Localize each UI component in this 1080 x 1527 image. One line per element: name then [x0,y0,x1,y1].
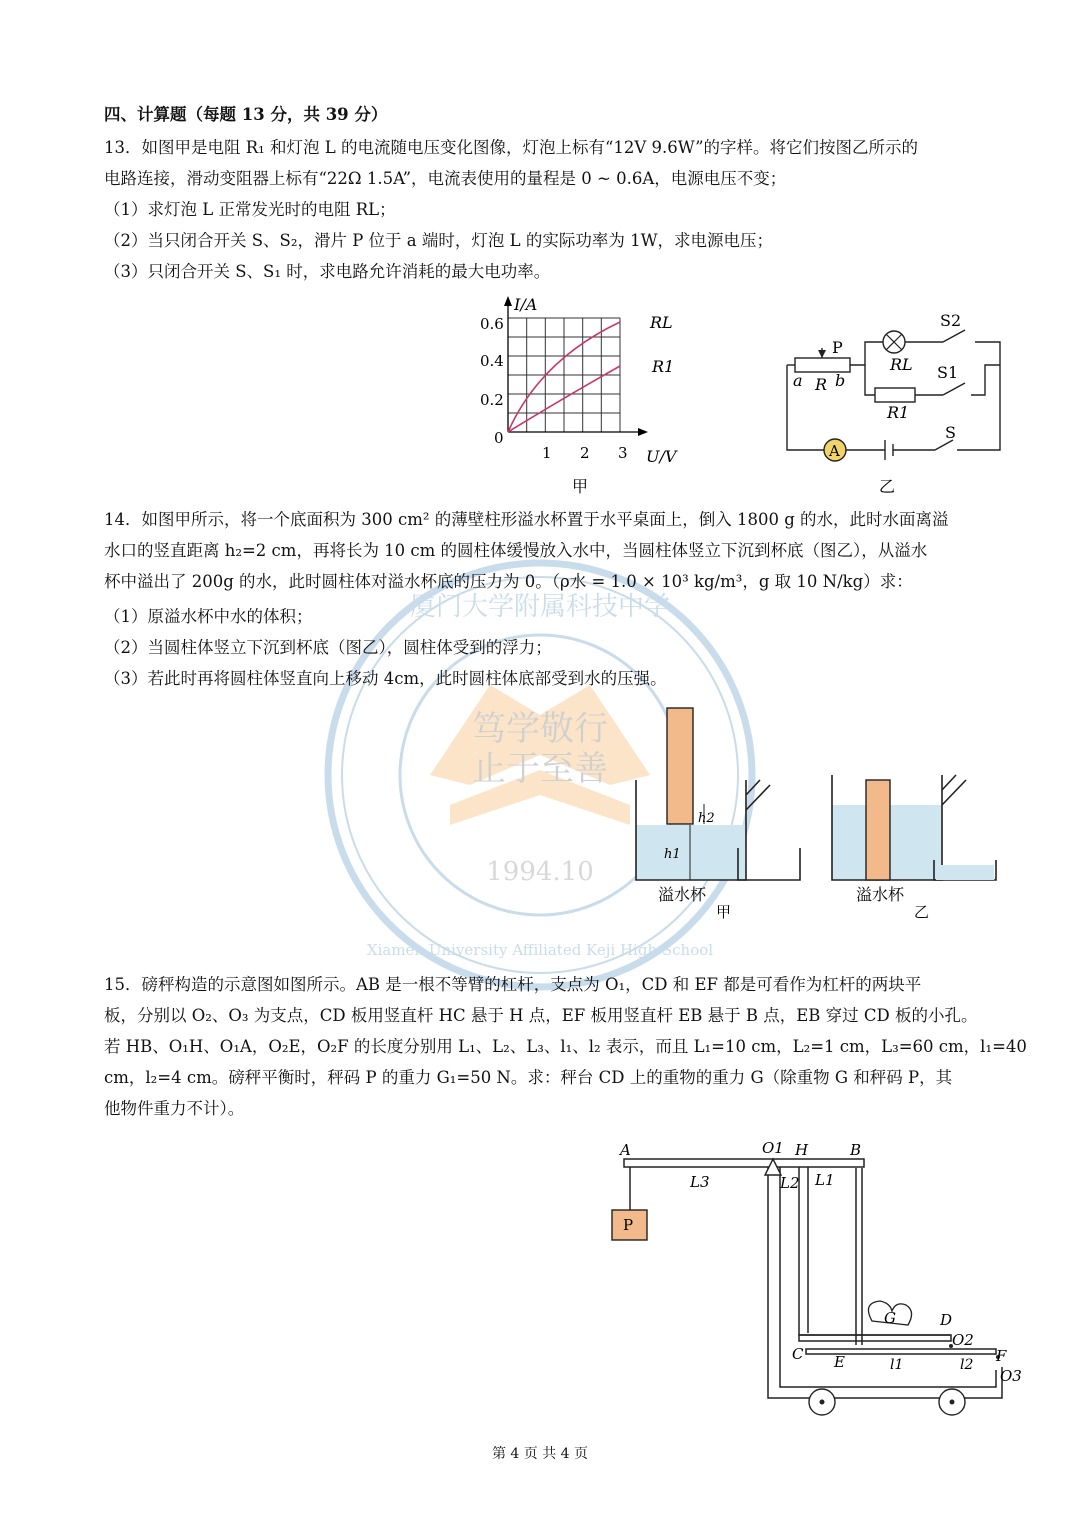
watermark-arc-en: Xiamen University Affiliated Keji High School [366,941,714,959]
fig15-d: D [940,1311,953,1329]
q15-stem-line-3: 若 HB、O₁H、O₁A，O₂E，O₂F 的长度分别用 L₁、L₂、L₃、l₁、l₂ 表示，而且 L₁=10 cm，L₂=1 cm，L₃=60 cm，l₁=40 [104,1037,1027,1056]
fig15-o3: O3 [1000,1367,1022,1385]
graph-xtick-3: 3 [618,444,628,462]
fig14-cup-2: 溢水杯 [856,885,905,904]
q14-stem-line-2: 水口的竖直距离 h₂=2 cm，再将长为 10 cm 的圆柱体缓慢放入水中，当圆柱体竖立下沉到杯底（图乙），从溢水 [104,541,928,560]
page-footer: 第 4 页 共 4 页 [491,1446,589,1462]
fig15-o1: O1 [762,1139,784,1157]
fig14-caption-2: 乙 [914,903,930,921]
graph-curve-rl-label: RL [650,313,673,332]
circuit-p: P [832,338,843,357]
fig15-e: E [834,1353,845,1371]
fig15-c: C [792,1345,804,1363]
circuit-s1: S1 [937,363,959,382]
q14-stem-line-3: 杯中溢出了 200g 的水，此时圆柱体对溢水杯底的压力为 0。（ρ水 = 1.0 × 10³ kg/m³，g 取 10 N/kg）求： [104,572,913,591]
q14-part-3: （3）若此时再将圆柱体竖直向上移动 4cm，此时圆柱体底部受到水的压强。 [104,669,667,688]
fig15-l2: L2 [780,1174,800,1192]
q13-stem-line-2: 电路连接，滑动变阻器上标有“22Ω 1.5A”，电流表使用的量程是 0 ~ 0.6A，电源电压不变； [104,169,787,188]
fig15-o2: O2 [952,1331,974,1349]
watermark-motto-2: 止于至善 [472,749,608,789]
graph-ytick-0.6: 0.6 [480,315,504,333]
circuit-s: S [945,423,956,442]
circuit-r1: R1 [887,403,910,422]
graph-xtick-1: 1 [542,444,552,462]
graph-xlabel: U/V [646,447,677,466]
q14-part-2: （2）当圆柱体竖立下沉到杯底（图乙），圆柱体受到的浮力； [104,638,552,657]
circuit-a: a [793,371,803,390]
q14-part-1: （1）原溢水杯中水的体积； [104,607,313,626]
q13-part-3: （3）只闭合开关 S、S₁ 时，求电路允许消耗的最大电功率。 [104,262,551,281]
circuit-ammeter: A [829,442,840,460]
fig15-f: F [996,1347,1007,1365]
graph-xtick-2: 2 [580,444,590,462]
section-title: 四、计算题（每题 13 分，共 39 分） [104,105,388,124]
fig15-a: A [620,1141,631,1159]
q15-stem-line-4: cm，l₂=4 cm。磅秤平衡时，秤码 P 的重力 G₁=50 N。求：秤台 CD 上的重物的重力 G（除重物 G 和秤码 P，其 [104,1068,953,1087]
q13-circuit-diagram [775,300,1025,500]
circuit-s2: S2 [940,311,962,330]
q13-part-1: （1）求灯泡 L 正常发光时的电阻 RL； [104,200,396,219]
fig14-cup-1: 溢水杯 [658,885,707,904]
graph-caption: 甲 [572,477,589,496]
fig14-h1: h1 [664,847,681,862]
q14-stem-line-1: 14．如图甲所示，将一个底面积为 300 cm² 的薄壁柱形溢水杯置于水平桌面上，倒入 1800 g 的水，此时水面离溢 [104,510,949,529]
fig14-h2: h2 [698,811,715,826]
fig15-l3: L3 [690,1173,710,1191]
circuit-caption: 乙 [879,477,896,496]
watermark-arc-cn: 厦门大学附属科技中学 [409,592,671,622]
circuit-rl: RL [890,355,913,374]
q13-stem-line-1: 13．如图甲是电阻 R₁ 和灯泡 L 的电流随电压变化图像，灯泡上标有“12V 9.6W”的字样。将它们按图乙所示的 [104,138,919,157]
graph-curve-r1-label: R1 [652,357,675,376]
q15-scale-figure [600,1135,1030,1420]
fig15-g: G [884,1309,896,1327]
q15-stem-line-5: 他物件重力不计）。 [104,1099,245,1118]
q15-stem-line-1: 15．磅秤构造的示意图如图所示。AB 是一根不等臂的杠杆，支点为 O₁，CD 和 EF 都是可看作为杠杆的两块平 [104,975,922,994]
circuit-r: R [815,375,828,394]
fig15-h: H [795,1141,809,1159]
graph-ylabel: I/A [514,295,538,314]
graph-ytick-0.2: 0.2 [480,391,504,409]
graph-origin: 0 [494,429,504,447]
q13-part-2: （2）当只闭合开关 S、S₂，滑片 P 位于 a 端时，灯泡 L 的实际功率为 1W，求电源电压； [104,231,774,250]
fig15-b: B [850,1141,862,1159]
fig15-l1: L1 [815,1171,835,1189]
watermark-year: 1994.10 [486,857,594,887]
q14-overflow-cup-figure [620,700,1040,930]
fig14-caption-1: 甲 [716,903,732,921]
watermark-motto-1: 笃学敬行 [472,709,608,749]
q13-iv-graph [470,290,690,500]
graph-ytick-0.4: 0.4 [480,352,504,370]
fig15-sl1: l1 [890,1357,904,1373]
fig15-sl2: l2 [960,1357,974,1373]
circuit-b: b [835,371,846,390]
q15-stem-line-2: 板，分别以 O₂、O₃ 为支点，CD 板用竖直杆 HC 悬于 H 点，EF 板用竖直杆 EB 悬于 B 点，EB 穿过 CD 板的小孔。 [104,1006,978,1025]
fig15-p: P [623,1216,634,1234]
